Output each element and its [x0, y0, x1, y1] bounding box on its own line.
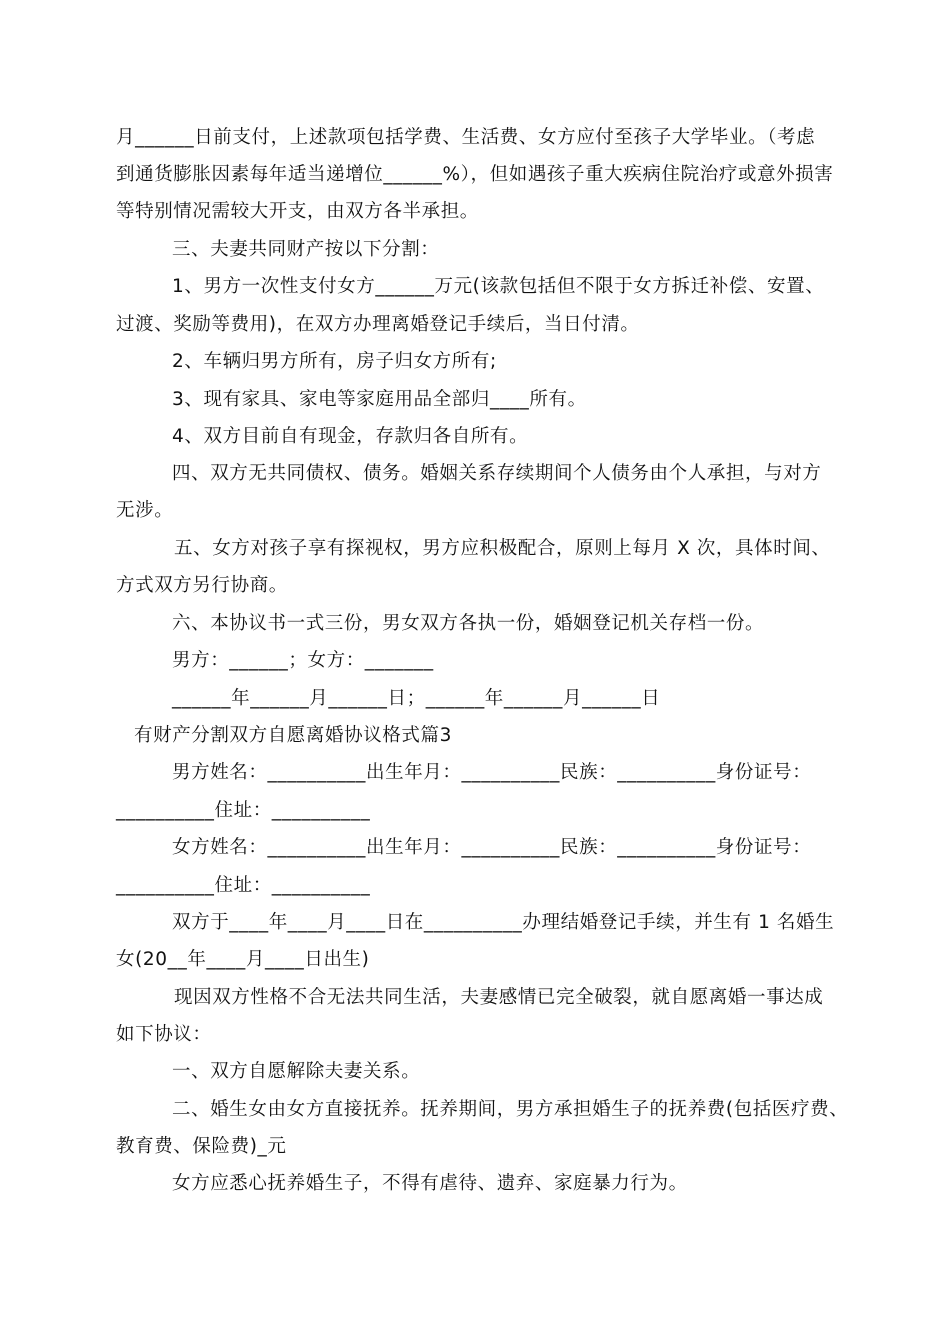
- section-heading: 四、双方无共同债权、债务。婚姻关系存续期间个人债务由个人承担，与对方: [172, 463, 822, 484]
- text-line: 女方应悉心抚养婚生子，不得有虐待、遗弃、家庭暴力行为。: [172, 1173, 688, 1194]
- section-heading: 一、双方自愿解除夫妻关系。: [172, 1061, 421, 1082]
- text-line: 月______日前支付，上述款项包括学费、生活费、女方应付至孩子大学毕业。（考虑: [116, 127, 816, 148]
- section-heading: 五、女方对孩子享有探视权，男方应积极配合，原则上每月 X 次，具体时间、: [174, 538, 831, 559]
- text-line: 方式双方另行协商。: [116, 575, 288, 596]
- text-line: 女方姓名：__________出生年月：__________民族：__________身份证号：: [172, 837, 812, 858]
- text-line: 如下协议：: [116, 1024, 212, 1045]
- article-title: 有财产分割双方自愿离婚协议格式篇3: [134, 725, 452, 746]
- text-line: 3、现有家具、家电等家庭用品全部归____所有。: [172, 389, 587, 410]
- text-line: 1、男方一次性支付女方______万元(该款包括但不限于女方拆迁补偿、安置、: [172, 276, 825, 297]
- section-heading: 二、婚生女由女方直接抚养。抚养期间，男方承担婚生子的抚养费(包括医疗费、: [172, 1099, 849, 1120]
- text-line: 过渡、奖励等费用)，在双方办理离婚登记手续后，当日付清。: [116, 314, 640, 335]
- text-line: 到通货膨胀因素每年适当递增位______%），但如遇孩子重大疾病住院治疗或意外损害: [116, 164, 834, 185]
- section-heading: 三、夫妻共同财产按以下分割：: [172, 239, 440, 260]
- section-heading: 六、本协议书一式三份，男女双方各执一份，婚姻登记机关存档一份。: [172, 613, 765, 634]
- text-line: 女(20__年____月____日出生): [116, 949, 370, 970]
- text-line: 4、双方目前自有现金，存款归各自所有。: [172, 426, 529, 447]
- text-line: 等特别情况需较大开支，由双方各半承担。: [116, 201, 479, 222]
- signature-line: 男方：______；女方：_______: [172, 650, 434, 671]
- text-line: 无涉。: [116, 500, 174, 521]
- text-line: 现因双方性格不合无法共同生活，夫妻感情已完全破裂，就自愿离婚一事达成: [174, 987, 824, 1008]
- text-line: 2、车辆归男方所有，房子归女方所有;: [172, 351, 497, 372]
- text-line: 双方于____年____月____日在__________办理结婚登记手续，并生有 1 名婚生: [172, 912, 835, 933]
- text-line: __________住址：__________: [116, 800, 371, 821]
- date-line: ______年______月______日；______年______月______日: [172, 688, 661, 709]
- text-line: 男方姓名：__________出生年月：__________民族：__________身份证号：: [172, 762, 812, 783]
- text-line: 教育费、保险费)_元: [116, 1136, 287, 1157]
- text-line: __________住址：__________: [116, 875, 371, 896]
